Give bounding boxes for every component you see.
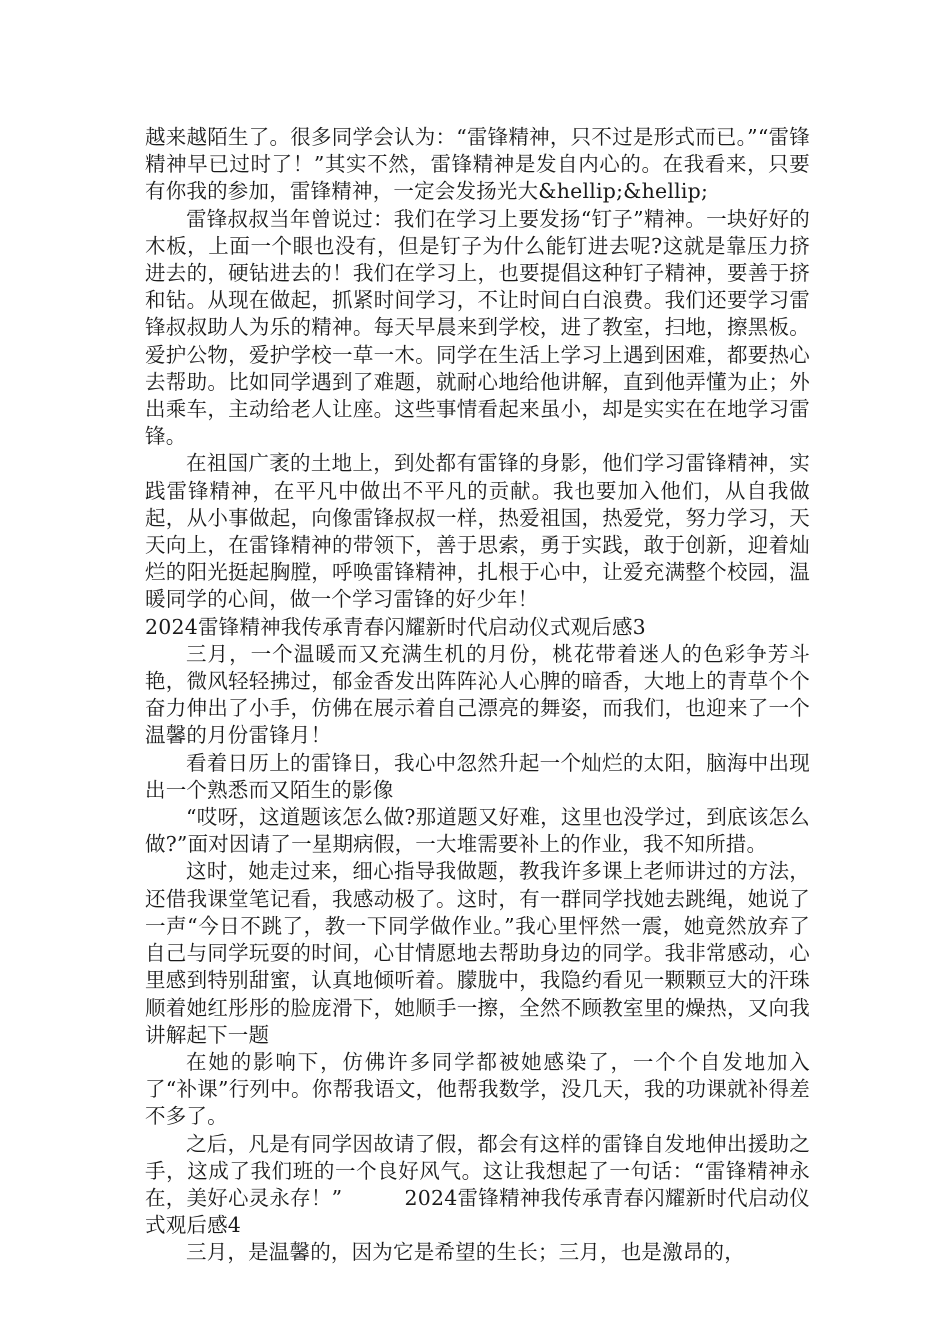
paragraph-2: 雷锋叔叔当年曾说过：我们在学习上要发扬“钉子”精神。一块好好的木板，上面一个眼也没有，但是钉子为什么能钉进去呢?这就是靠压力挤进去的，硬钻进去的！我们在学习上，也要提倡这种钉子精神，要善于挤和钻。从现在做起，抓紧时间学习，不让时间白白浪费。我们还要学习雷锋叔叔助人为乐的精神。每天早晨来到学校，进了教室，扫地，擦黑板。爱护公物，爱护学校一草一木。同学在生活上学习上遇到困难，都要热心去帮助。比如同学遇到了难题，就耐心地给他讲解，直到他弄懂为止；外出乘车，主动给老人让座。这些事情看起来虽小，却是实实在在地学习雷锋。: [145, 206, 810, 449]
paragraph-7: 这时，她走过来，细心指导我做题，教我许多课上老师讲过的方法，还借我课堂笔记看，我感动极了。这时，有一群同学找她去跳绳，她说了一声“今日不跳了，教一下同学做作业。”我心里怦然一震，她竟然放弃了自己与同学玩耍的时间，心甘情愿地去帮助身边的同学。我非常感动，心里感到特别甜蜜，认真地倾听着。朦胧中，我隐约看见一颗颗豆大的汗珠顺着她红彤彤的脸庞滑下，她顺手一擦，全然不顾教室里的燥热，又向我讲解起下一题: [145, 859, 810, 1047]
paragraph-4: 三月，一个温暖而又充满生机的月份，桃花带着迷人的色彩争芳斗艳，微风轻轻拂过，郁金香发出阵阵沁人心脾的暗香，大地上的青草个个奋力伸出了小手，仿佛在展示着自己漂亮的舞姿，而我们，也迎来了一个温馨的月份雷锋月！: [145, 641, 810, 748]
paragraph-9: 之后，凡是有同学因故请了假，都会有这样的雷锋自发地伸出援助之手，这成了我们班的一个良好风气。这让我想起了一句话：“雷锋精神永在，美好心灵永存！” 2024雷锋精神我传承青春闪耀新时代启动仪式观后感4: [145, 1131, 810, 1238]
paragraph-10: 三月，是温馨的，因为它是希望的生长；三月，也是激昂的，: [186, 1240, 745, 1265]
document-body: [145, 124, 810, 1267]
paragraph-8: 在她的影响下，仿佛许多同学都被她感染了，一个个自发地加入了“补课”行列中。你帮我语文，他帮我数学，没几天，我的功课就补得差不多了。: [145, 1049, 810, 1129]
paragraph-5: 看着日历上的雷锋日，我心中忽然升起一个灿烂的太阳，脑海中出现出一个熟悉而又陌生的影像: [145, 750, 810, 802]
section-heading-3: 2024雷锋精神我传承青春闪耀新时代启动仪式观后感3: [145, 614, 646, 639]
paragraph-6: “哎呀，这道题该怎么做?那道题又好难，这里也没学过，到底该怎么做?”面对因请了一星期病假，一大堆需要补上的作业，我不知所措。: [145, 805, 810, 857]
paragraph-3: 在祖国广袤的土地上，到处都有雷锋的身影，他们学习雷锋精神，实践雷锋精神，在平凡中做出不平凡的贡献。我也要加入他们，从自我做起，从小事做起，向像雷锋叔叔一样，热爱祖国，热爱党，努力学习，天天向上，在雷锋精神的带领下，善于思索，勇于实践，敢于创新，迎着灿烂的阳光挺起胸膛，呼唤雷锋精神，扎根于心中，让爱充满整个校园，温暖同学的心间，做一个学习雷锋的好少年！: [145, 451, 810, 612]
paragraph-1: 越来越陌生了。很多同学会认为：“雷锋精神，只不过是形式而已。”“雷锋精神早已过时了！”其实不然，雷锋精神是发自内心的。在我看来，只要有你我的参加，雷锋精神，一定会发扬光大&hellip;&hellip;: [145, 125, 810, 204]
